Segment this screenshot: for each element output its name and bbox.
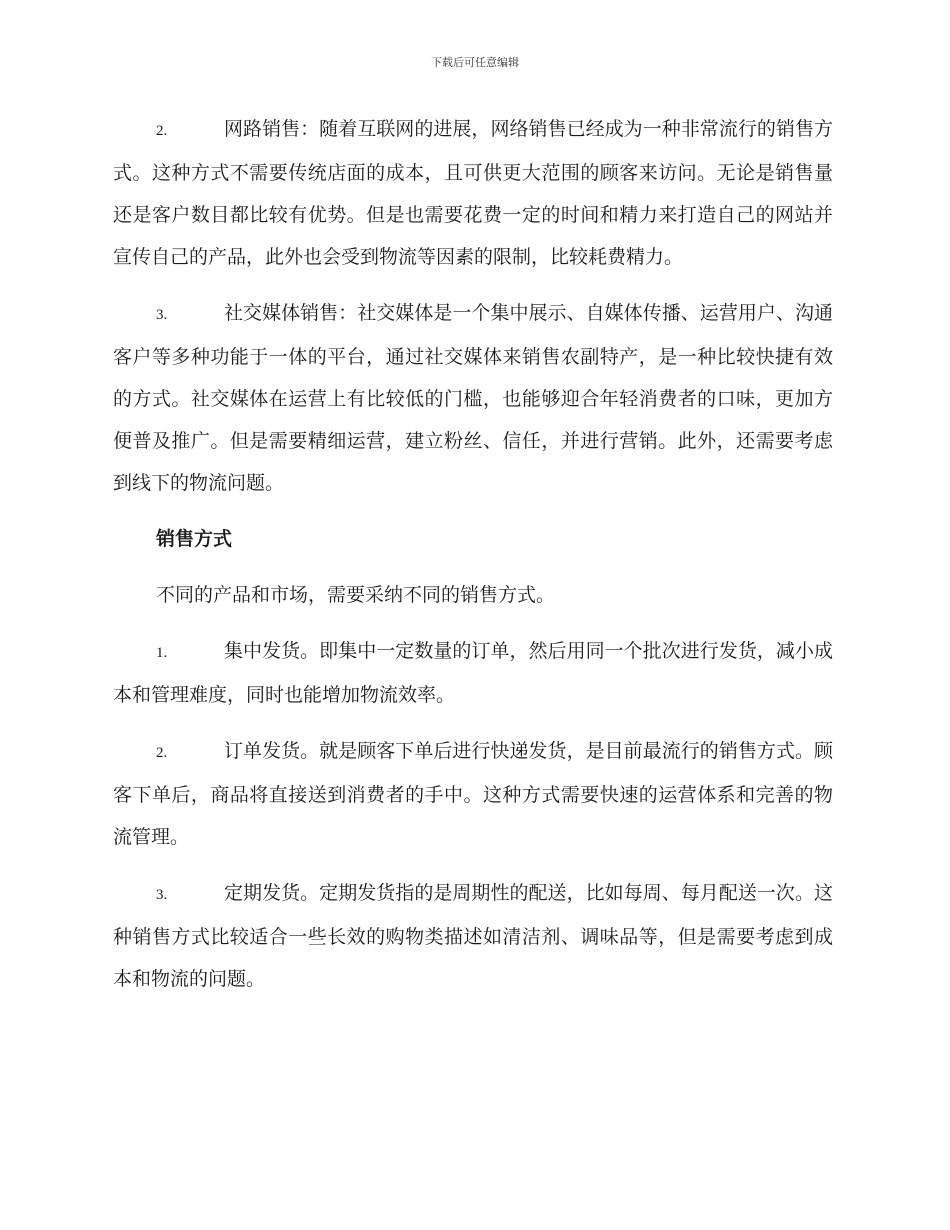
paragraph-text: 网路销售：随着互联网的进展，网络销售已经成为一种非常流行的销售方式。这种方式不需要传统店面的成本，且可供更大范围的顾客来访问。无论是销售量还是客户数目都比较有优势。但是也需要花费一定的时间和精力来打造自己的网站并宣传自己的产品，此外也会受到物流等因素的限制，比较耗费精力。 [113,118,833,268]
section-heading: 销售方式 [156,528,233,550]
paragraph-text: 订单发货。就是顾客下单后进行快递发货，是目前最流行的销售方式。顾客下单后，商品将直接送到消费者的手中。这种方式需要快速的运营体系和完善的物流管理。 [113,740,833,848]
paragraph-number: 2. [156,123,168,139]
paragraph-text: 社交媒体销售：社交媒体是一个集中展示、自媒体传播、运营用户、沟通客户等多种功能于一体的平台，通过社交媒体来销售农副特产，是一种比较快捷有效的方式。社交媒体在运营上有比较低的门槛，也能够迎合年轻消费者的口味，更加方便普及推广。但是需要精细运营，建立粉丝、信任，并进行营销。此外，还需要考虑到线下的物流问题。 [113,302,833,494]
page-header: 下载后可任意编辑 [431,56,519,69]
paragraph-number: 3. [156,887,168,903]
paragraph-number: 3. [156,307,168,323]
numbered-paragraph [113,292,833,504]
numbered-paragraph [113,108,833,278]
paragraph-text: 集中发货。即集中一定数量的订单，然后用同一个批次进行发货，减小成本和管理难度，同时也能增加物流效率。 [113,640,833,706]
numbered-paragraph [113,730,833,858]
paragraph-text: 定期发货。定期发货指的是周期性的配送，比如每周、每月配送一次。这种销售方式比较适合一些长效的购物类描述如清洁剂、调味品等，但是需要考虑到成本和物流的问题。 [113,882,833,990]
paragraph-number: 2. [156,745,168,761]
section-intro: 不同的产品和市场，需要采纳不同的销售方式。 [156,584,556,606]
paragraph-number: 1. [156,645,168,661]
numbered-paragraph [113,630,833,716]
numbered-paragraph [113,872,833,1000]
document-body [113,108,833,1014]
